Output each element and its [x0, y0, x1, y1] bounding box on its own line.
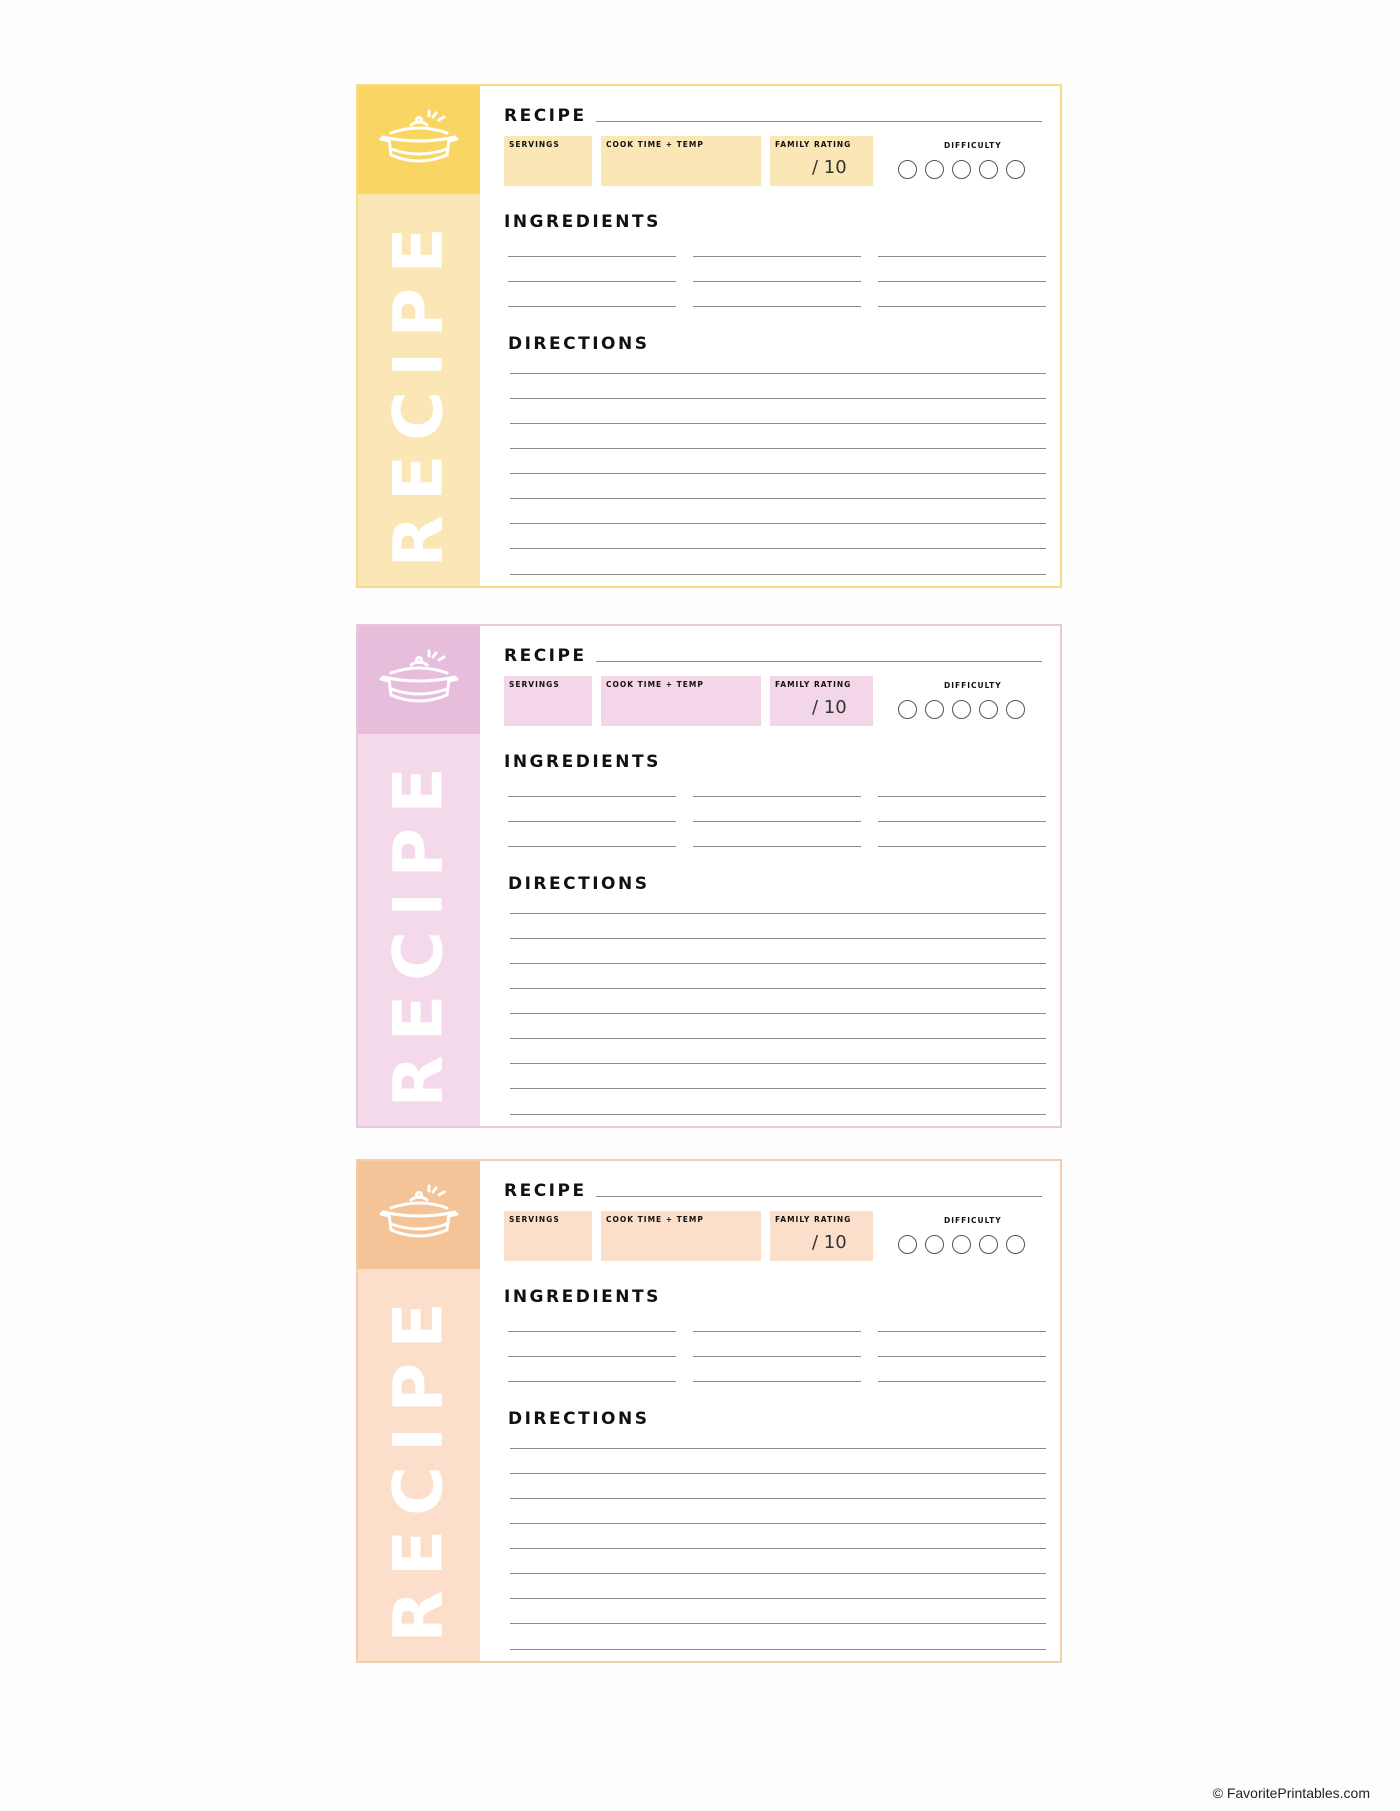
difficulty-circle[interactable]	[952, 700, 971, 719]
servings-label: SERVINGS	[509, 680, 560, 689]
family-rating-field[interactable]	[770, 1211, 873, 1261]
ingredient-line[interactable]	[878, 306, 1046, 307]
sidebar-title: RECIPE	[379, 752, 459, 1108]
ingredient-line[interactable]	[878, 796, 1046, 797]
sidebar-panel	[358, 194, 480, 586]
family-rating-label: FAMILY RATING	[775, 1215, 852, 1224]
ingredient-line[interactable]	[508, 1381, 676, 1382]
difficulty-circle[interactable]	[979, 1235, 998, 1254]
cooking-pot-icon	[377, 649, 461, 711]
difficulty-circle[interactable]	[898, 700, 917, 719]
rating-scale: / 10	[812, 697, 847, 718]
family-rating-field[interactable]	[770, 136, 873, 186]
ingredient-line[interactable]	[693, 821, 861, 822]
direction-line[interactable]	[510, 1498, 1046, 1499]
recipe-card-peach	[356, 1159, 1062, 1663]
ingredient-line[interactable]	[878, 821, 1046, 822]
ingredient-line[interactable]	[878, 281, 1046, 282]
ingredient-line[interactable]	[878, 1381, 1046, 1382]
ingredient-line[interactable]	[878, 1356, 1046, 1357]
ingredient-line[interactable]	[693, 846, 861, 847]
direction-line[interactable]	[510, 913, 1046, 914]
cook-time-field[interactable]	[601, 676, 761, 726]
cook-time-field[interactable]	[601, 136, 761, 186]
direction-line[interactable]	[510, 1523, 1046, 1524]
direction-line[interactable]	[510, 498, 1046, 499]
direction-line[interactable]	[510, 1598, 1046, 1599]
ingredient-line[interactable]	[508, 281, 676, 282]
directions-heading: DIRECTIONS	[508, 1409, 650, 1429]
difficulty-circle[interactable]	[979, 160, 998, 179]
direction-line[interactable]	[510, 1114, 1046, 1115]
direction-line[interactable]	[510, 1013, 1046, 1014]
recipe-name-label: RECIPE	[504, 646, 587, 666]
cook-time-label: COOK TIME + TEMP	[606, 1215, 704, 1224]
difficulty-circles	[898, 160, 1025, 179]
direction-line[interactable]	[510, 448, 1046, 449]
cook-time-label: COOK TIME + TEMP	[606, 140, 704, 149]
direction-line[interactable]	[510, 1649, 1046, 1650]
direction-line[interactable]	[510, 1623, 1046, 1624]
recipe-card-pink	[356, 624, 1062, 1128]
sidebar-panel	[358, 734, 480, 1126]
ingredient-line[interactable]	[508, 796, 676, 797]
ingredient-line[interactable]	[508, 1356, 676, 1357]
sidebar-title: RECIPE	[379, 1287, 459, 1643]
difficulty-circle[interactable]	[952, 160, 971, 179]
recipe-name-label: RECIPE	[504, 106, 587, 126]
direction-line[interactable]	[510, 1573, 1046, 1574]
direction-line[interactable]	[510, 1473, 1046, 1474]
ingredient-line[interactable]	[508, 306, 676, 307]
servings-label: SERVINGS	[509, 1215, 560, 1224]
ingredients-heading: INGREDIENTS	[504, 752, 661, 772]
direction-line[interactable]	[510, 373, 1046, 374]
card-header-panel	[358, 626, 480, 734]
ingredients-heading: INGREDIENTS	[504, 212, 661, 232]
ingredient-line[interactable]	[693, 1356, 861, 1357]
cooking-pot-icon	[377, 1184, 461, 1246]
direction-line[interactable]	[510, 963, 1046, 964]
rating-scale: / 10	[812, 1232, 847, 1253]
direction-line[interactable]	[510, 423, 1046, 424]
direction-line[interactable]	[510, 988, 1046, 989]
family-rating-label: FAMILY RATING	[775, 680, 852, 689]
direction-line[interactable]	[510, 473, 1046, 474]
recipe-name-line[interactable]	[596, 1196, 1042, 1197]
ingredients-heading: INGREDIENTS	[504, 1287, 661, 1307]
servings-field[interactable]	[504, 136, 592, 186]
card-header-panel	[358, 86, 480, 194]
family-rating-label: FAMILY RATING	[775, 140, 852, 149]
ingredient-line[interactable]	[878, 1331, 1046, 1332]
directions-heading: DIRECTIONS	[508, 874, 650, 894]
difficulty-circle[interactable]	[979, 700, 998, 719]
ingredient-line[interactable]	[693, 281, 861, 282]
difficulty-circle[interactable]	[1006, 160, 1025, 179]
sidebar-panel	[358, 1269, 480, 1661]
footer-copyright: © FavoritePrintables.com	[1212, 1785, 1370, 1801]
direction-line[interactable]	[510, 1448, 1046, 1449]
ingredient-line[interactable]	[508, 821, 676, 822]
difficulty-label: DIFFICULTY	[944, 681, 1002, 690]
servings-field[interactable]	[504, 1211, 592, 1261]
recipe-card-yellow	[356, 84, 1062, 588]
direction-line[interactable]	[510, 1038, 1046, 1039]
cooking-pot-icon	[377, 109, 461, 171]
sidebar-title: RECIPE	[379, 212, 459, 568]
ingredient-line[interactable]	[693, 1381, 861, 1382]
ingredient-line[interactable]	[693, 1331, 861, 1332]
rating-scale: / 10	[812, 157, 847, 178]
difficulty-label: DIFFICULTY	[944, 141, 1002, 150]
ingredient-line[interactable]	[508, 256, 676, 257]
recipe-name-line[interactable]	[596, 121, 1042, 122]
servings-field[interactable]	[504, 676, 592, 726]
ingredient-line[interactable]	[508, 846, 676, 847]
servings-label: SERVINGS	[509, 140, 560, 149]
direction-line[interactable]	[510, 1548, 1046, 1549]
recipe-name-line[interactable]	[596, 661, 1042, 662]
direction-line[interactable]	[510, 938, 1046, 939]
direction-line[interactable]	[510, 1088, 1046, 1089]
cook-time-field[interactable]	[601, 1211, 761, 1261]
ingredient-line[interactable]	[693, 796, 861, 797]
difficulty-circle[interactable]	[1006, 700, 1025, 719]
family-rating-field[interactable]	[770, 676, 873, 726]
card-header-panel	[358, 1161, 480, 1269]
difficulty-circle[interactable]	[925, 1235, 944, 1254]
ingredient-line[interactable]	[878, 846, 1046, 847]
direction-line[interactable]	[510, 398, 1046, 399]
difficulty-circles	[898, 700, 1025, 719]
difficulty-circle[interactable]	[898, 1235, 917, 1254]
directions-heading: DIRECTIONS	[508, 334, 650, 354]
ingredient-line[interactable]	[693, 306, 861, 307]
direction-line[interactable]	[510, 1063, 1046, 1064]
ingredient-line[interactable]	[508, 1331, 676, 1332]
difficulty-circle[interactable]	[925, 160, 944, 179]
direction-line[interactable]	[510, 548, 1046, 549]
direction-line[interactable]	[510, 523, 1046, 524]
difficulty-circle[interactable]	[952, 1235, 971, 1254]
difficulty-circles	[898, 1235, 1025, 1254]
difficulty-circle[interactable]	[925, 700, 944, 719]
difficulty-circle[interactable]	[1006, 1235, 1025, 1254]
cook-time-label: COOK TIME + TEMP	[606, 680, 704, 689]
ingredient-line[interactable]	[693, 256, 861, 257]
direction-line[interactable]	[510, 574, 1046, 575]
difficulty-label: DIFFICULTY	[944, 1216, 1002, 1225]
ingredient-line[interactable]	[878, 256, 1046, 257]
recipe-name-label: RECIPE	[504, 1181, 587, 1201]
difficulty-circle[interactable]	[898, 160, 917, 179]
